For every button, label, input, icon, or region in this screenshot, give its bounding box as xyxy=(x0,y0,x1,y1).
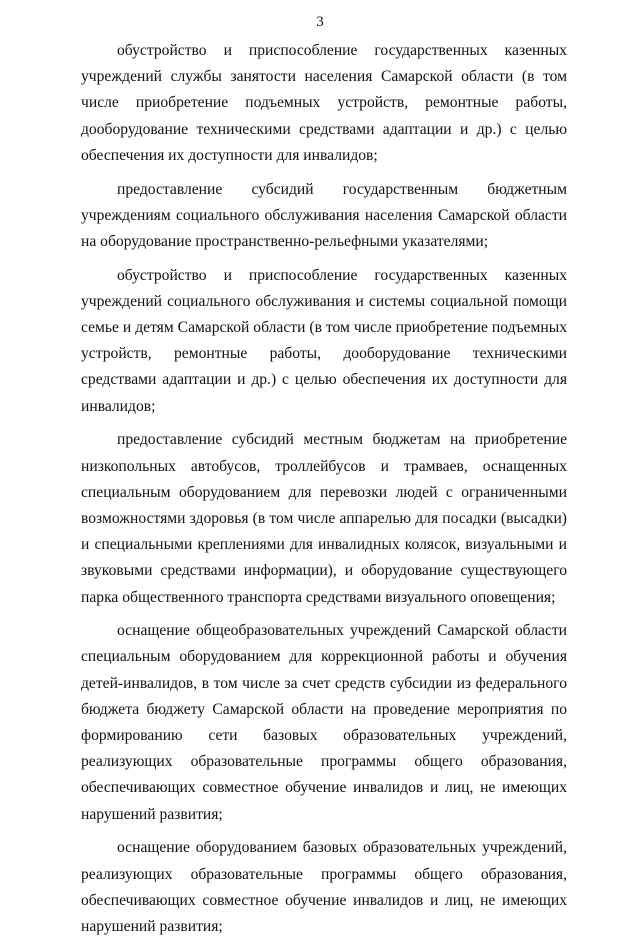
paragraph-employment-centers: обустройство и приспособление государственных казенных учреждений службы занятости населения Самарской области (в том числе приобретение подъемных устройств, ремонтные работы, дооборудование техническими средствами адаптации и др.) с целью обеспечения их доступности для инвалидов; xyxy=(81,42,567,164)
paragraph-base-schools-equipment: оснащение оборудованием базовых образовательных учреждений, реализующих образовательные программы общего образования, обеспечивающих совместное обучение инвалидов и лиц, не имеющих нарушений развития; xyxy=(81,839,567,935)
page-number: 3 xyxy=(316,14,324,30)
document-body xyxy=(81,38,567,948)
paragraph-social-service-subsidies: предоставление субсидий государственным бюджетным учреждениям социального обслуживания населения Самарской области на оборудование пространственно-рельефными указателями; xyxy=(81,180,567,250)
paragraph-public-transport-subsidies: предоставление субсидий местным бюджетам на приобретение низкопольных автобусов, троллейбусов и трамваев, оснащенных специальным оборудованием для перевозки людей с ограниченными возможностями здоровья (в том числе аппарелью для посадки (высадки) и специальными креплениями для инвалидных колясок, визуальными и звуковыми средствами информации), и оборудование существующего парка общественного транспорта средствами визуального оповещения; xyxy=(81,431,567,606)
paragraph-social-assistance-institutions: обустройство и приспособление государственных казенных учреждений социального обслуживания и системы социальной помощи семье и детям Самарской области (в том числе приобретение подъемных устройств, ремонтные работы, дооборудование техническими средствами адаптации и др.) с целью обеспечения их доступности для инвалидов; xyxy=(81,266,567,415)
paragraph-school-equipment: оснащение общеобразовательных учреждений Самарской области специальным оборудованием для коррекционной работы и обучения детей-инвалидов, в том числе за счет средств субсидии из федерального бюджета бюджету Самарской области на проведение мероприятия по формированию сети базовых образовательных учреждений, реализующих образовательные программы общего образования, обеспечивающих совместное обучение инвалидов и лиц, не имеющих нарушений развития; xyxy=(81,622,567,823)
